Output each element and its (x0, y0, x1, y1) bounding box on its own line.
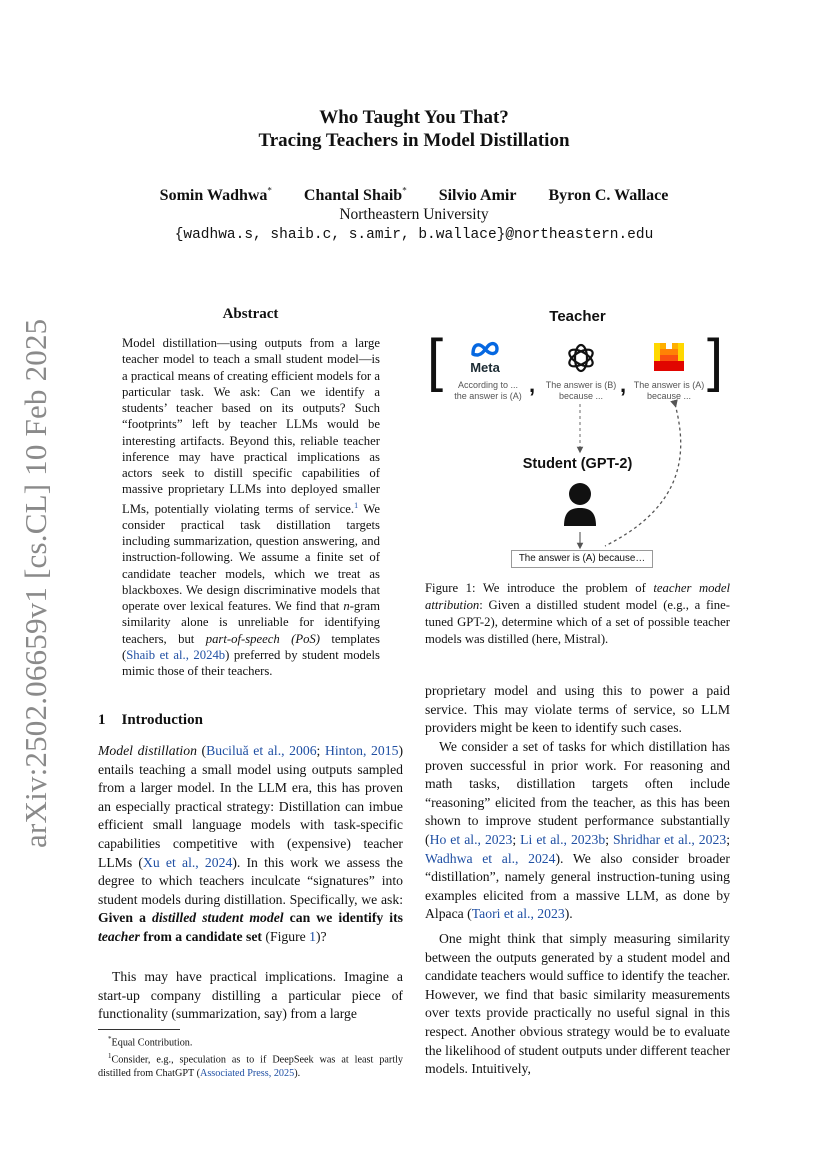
figure-arrows (425, 300, 730, 570)
citation-link[interactable]: Hinton, 2015 (324, 743, 399, 758)
abstract-italic: part-of-speech (PoS) (205, 631, 320, 646)
footnote-star (98, 1033, 403, 1050)
right-paragraph-3 (425, 930, 730, 1079)
text: ). We also consider broader “distillation”, namely general instruction-tuning using examples elicited from a massive LLM, as done by Alpaca ( (425, 850, 730, 922)
bold-text: Given a (98, 910, 153, 926)
abstract-text: ) preferred by student models mimic those of their teachers. (122, 647, 380, 679)
footnote-mark: * (108, 1035, 112, 1043)
paper-title (0, 106, 828, 152)
author-mark: * (402, 186, 407, 196)
section-title: Introduction (121, 712, 203, 728)
meta-logo-label: Meta (470, 360, 500, 375)
caption-italic: teacher model attribution (425, 581, 730, 612)
title-line-1: Who Taught You That? (319, 107, 509, 128)
footnote-ref[interactable]: 1 (354, 500, 359, 510)
text: We consider a set of tasks for which distillation has proven successful in prior work. For reasoning and math tasks, distillation targets often include “reasoning” elicited from the teacher, as this has been shown to improve student performance substantially ( (425, 739, 730, 847)
footnote-text: Consider, e.g., speculation as to if DeepSeek was at least partly distilled from ChatGPT ( (98, 1054, 403, 1079)
footnotes (98, 1033, 403, 1081)
footnote-1 (98, 1050, 403, 1081)
affiliation: Northeastern University (339, 206, 489, 223)
author (304, 187, 407, 204)
right-paragraph-1 (425, 682, 730, 738)
bold-text: can we identify its (283, 910, 403, 926)
author (439, 187, 517, 204)
paragraph-text: proprietary model and using this to power a paid service. This may violate terms of service, so LLM providers might be keen to identify such cases. (425, 683, 730, 736)
teacher-output-line: The answer is (A) (633, 380, 705, 390)
teacher-output-line: the answer is (A) (454, 391, 522, 401)
bracket-left: [ (427, 328, 444, 393)
citation-link[interactable]: Li et al., 2023b (520, 831, 606, 847)
citation-link[interactable]: Ho et al., 2023 (429, 831, 513, 847)
figure-student-label: Student (GPT-2) (522, 456, 633, 472)
citation-link[interactable]: Shaib et al., 2024b (126, 647, 226, 662)
abstract-heading: Abstract (222, 306, 279, 322)
abstract-text: templates ( (122, 631, 380, 662)
citation-link[interactable]: Associated Press, 2025 (199, 1067, 295, 1079)
footnote-text: Equal Contribution. (111, 1037, 193, 1049)
author (548, 187, 668, 204)
user-icon (562, 482, 598, 528)
caption-text: Figure 1: We introduce the problem of (425, 581, 654, 595)
text: ; (512, 831, 521, 847)
text: (Figure (261, 928, 310, 944)
footnote-mark: 1 (108, 1051, 112, 1060)
comma: , (620, 372, 627, 397)
text: ( (196, 743, 207, 758)
text: ). In this work we assess the degree to which teachers inculcate “signatures” into student models during distillation. Specifically, we ask: (98, 854, 403, 907)
title-line-2: Tracing Teachers in Model Distillation (258, 130, 570, 151)
arxiv-side-stamp: arXiv:2502.06659v1 [cs.CL] 10 Feb 2025 (18, 318, 53, 848)
citation-link[interactable]: Xu et al., 2024 (142, 854, 233, 870)
footnote-text: ). (294, 1067, 301, 1079)
caption-text: : Given a distilled student model (e.g., a fine-tuned GPT-2), determine which of a set of possible teacher models was distilled (here, Mistral). (425, 598, 730, 646)
bold-text: from a candidate set (139, 928, 262, 944)
citation-link[interactable]: Buciluă et al., 2006 (206, 743, 317, 758)
text: ). (564, 906, 573, 922)
teacher-output-line: because ... (646, 391, 692, 401)
figure-1 (425, 300, 730, 570)
teacher-output-line: The answer is (B) (545, 380, 617, 390)
author-emails: {wadhwa.s, shaib.c, s.amir, b.wallace}@northeastern.edu (174, 227, 654, 243)
author-mark: * (267, 186, 272, 196)
italic-term: Model distillation (98, 743, 197, 758)
figure-ref-link[interactable]: 1 (309, 928, 316, 944)
intro-paragraph-1 (98, 742, 403, 947)
author-name: Byron C. Wallace (548, 187, 669, 205)
abstract-text: We consider practical task distillation targets including summarization, question answering, and instruction-following. We assume a finite set of candidate teacher models, which we treat as blackboxes. We design discriminative models that operate over lexical features. We find that (122, 501, 380, 614)
paragraph-text: This may have practical implications. Imagine a start-up company distilling a particular piece of functionality (summarization, say) from a large (98, 969, 403, 1022)
text: ; (726, 831, 730, 847)
bracket-right: ] (707, 328, 724, 393)
author-name: Silvio Amir (438, 187, 517, 205)
abstract-body (122, 335, 380, 679)
text: ; (316, 743, 325, 758)
text: )? (315, 928, 327, 944)
teacher-output-line: According to ... (457, 380, 519, 390)
output-to-mistral-arrow (605, 404, 681, 546)
author (160, 187, 272, 204)
citation-link[interactable]: Taori et al., 2023 (471, 906, 565, 922)
right-paragraph-2 (425, 738, 730, 924)
paragraph-text (425, 738, 730, 924)
citation-link[interactable]: Shridhar et al., 2023 (613, 831, 727, 847)
section-number: 1 (98, 712, 106, 728)
paragraph-text: One might think that simply measuring similarity between the outputs generated by a student model and candidate teachers would suffice to identify the teacher. However, we find that basic similarity measurements over texts provide practically no useful signal in this respect. Another obvious strategy would be to evaluate the likelihood of student outputs under different teacher models. Intuitively, (425, 931, 730, 1077)
abstract-italic: n (343, 599, 350, 614)
bold-italic-text: distilled student model (152, 910, 284, 926)
text: ; (605, 831, 614, 847)
figure-1-caption (425, 580, 730, 648)
intro-paragraph-2 (98, 968, 403, 1024)
abstract-text: Model distillation—using outputs from a large teacher model to teach a small student model—is a practical means of creating efficient models for a particular task. We ask: Can we identify a students’ teacher based on its outputs? Such “footprints” left by teacher LLMs would be interesting artifacts. Beyond this, reliable teacher inference may have practical implications as actors seek to distill specific capabilities of massive proprietary LLMs into deployed smaller LMs, potentially violating terms of service. (122, 336, 380, 516)
footnote-rule (98, 1029, 180, 1030)
bold-italic-text: teacher (98, 928, 140, 944)
author-list (0, 186, 828, 205)
text: ) entails teaching a small model using outputs sampled from a larger model. In the LLM era, this has proven an especially practical strategy: Distillation can imbue efficient small language models with task-specific capabilities competitive with (expensive) teacher LLMs ( (98, 743, 403, 870)
comma: , (529, 372, 536, 397)
teacher-output-line: because ... (558, 391, 604, 401)
author-name: Chantal Shaib (303, 187, 403, 205)
figure-teacher-label: Teacher (549, 308, 606, 325)
section-heading-introduction (98, 712, 203, 729)
student-output-box: The answer is (A) because… (511, 550, 653, 568)
abstract-text: -gram similarity alone is unreliable for identifying teachers, but (122, 599, 380, 646)
citation-link[interactable]: Wadhwa et al., 2024 (425, 850, 556, 866)
author-name: Somin Wadhwa (159, 187, 268, 205)
